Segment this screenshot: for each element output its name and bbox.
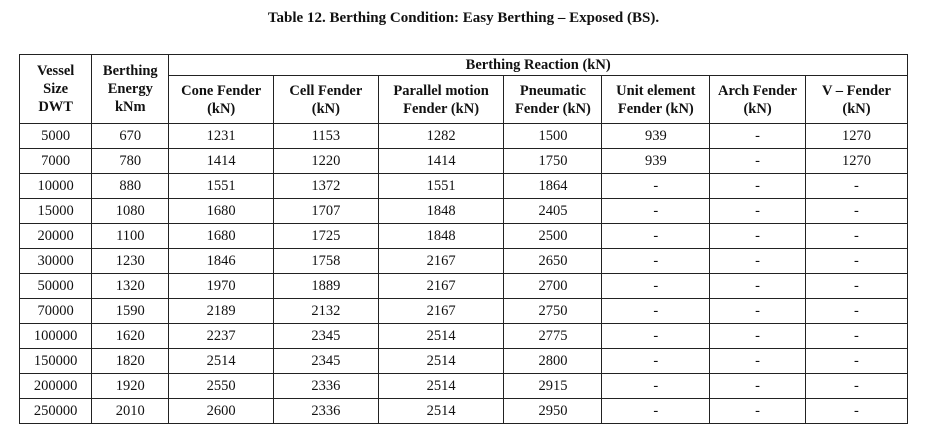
cell-unit-element-fender: 939 [602, 149, 710, 174]
cell-v-fender: - [805, 324, 907, 349]
cell-unit-element-fender: - [602, 174, 710, 199]
cell-unit-element-fender: - [602, 249, 710, 274]
table-row [20, 124, 908, 149]
cell-parallel-motion-fender: 1282 [378, 124, 504, 149]
cell-vessel-size: 70000 [20, 299, 92, 324]
table-row [20, 174, 908, 199]
cell-parallel-motion-fender: 1848 [378, 199, 504, 224]
cell-vessel-size: 20000 [20, 224, 92, 249]
cell-cell-fender: 1153 [274, 124, 379, 149]
table-row [20, 149, 908, 174]
cell-parallel-motion-fender: 2514 [378, 349, 504, 374]
header-energy-line: Berthing [102, 63, 158, 79]
cell-arch-fender: - [710, 249, 806, 274]
cell-unit-element-fender: - [602, 324, 710, 349]
header-line: Fender (kN) [515, 100, 591, 117]
cell-parallel-motion-fender: 2167 [378, 249, 504, 274]
header-arch-fender [710, 76, 806, 124]
header-energy-line: Energy [107, 81, 153, 97]
cell-parallel-motion-fender: 1551 [378, 174, 504, 199]
cell-cone-fender: 2189 [169, 299, 274, 324]
cell-cell-fender: 1220 [274, 149, 379, 174]
cell-v-fender: 1270 [805, 149, 907, 174]
cell-vessel-size: 10000 [20, 174, 92, 199]
cell-arch-fender: - [710, 274, 806, 299]
cell-berthing-energy: 1230 [92, 249, 169, 274]
cell-pneumatic-fender: 2915 [504, 374, 602, 399]
table-row [20, 224, 908, 249]
cell-cone-fender: 2514 [169, 349, 274, 374]
header-vessel-size [20, 55, 92, 124]
cell-pneumatic-fender: 2750 [504, 299, 602, 324]
cell-berthing-energy: 1320 [92, 274, 169, 299]
header-v-fender [805, 76, 907, 124]
header-line: Pneumatic [519, 82, 586, 99]
cell-vessel-size: 250000 [20, 399, 92, 424]
cell-berthing-energy: 1080 [92, 199, 169, 224]
cell-berthing-energy: 780 [92, 149, 169, 174]
cell-v-fender: - [805, 299, 907, 324]
cell-vessel-size: 15000 [20, 199, 92, 224]
header-cell-fender [274, 76, 379, 124]
header-line: Cell Fender [289, 82, 363, 99]
cell-pneumatic-fender: 2405 [504, 199, 602, 224]
header-vessel-line: Size [43, 81, 69, 97]
cell-v-fender: - [805, 274, 907, 299]
header-pneumatic-fender [504, 76, 602, 124]
cell-arch-fender: - [710, 399, 806, 424]
cell-cell-fender: 2132 [274, 299, 379, 324]
cell-berthing-energy: 880 [92, 174, 169, 199]
cell-v-fender: 1270 [805, 124, 907, 149]
cell-cell-fender: 1372 [274, 174, 379, 199]
table-row [20, 274, 908, 299]
cell-cone-fender: 2550 [169, 374, 274, 399]
header-line: (kN) [207, 100, 236, 117]
cell-unit-element-fender: - [602, 399, 710, 424]
cell-pneumatic-fender: 2500 [504, 224, 602, 249]
cell-unit-element-fender: - [602, 374, 710, 399]
cell-v-fender: - [805, 349, 907, 374]
cell-pneumatic-fender: 1500 [504, 124, 602, 149]
cell-parallel-motion-fender: 2514 [378, 324, 504, 349]
header-unit-element-fender [602, 76, 710, 124]
cell-cell-fender: 1889 [274, 274, 379, 299]
cell-cell-fender: 1707 [274, 199, 379, 224]
cell-vessel-size: 200000 [20, 374, 92, 399]
cell-parallel-motion-fender: 2167 [378, 274, 504, 299]
header-line: Fender (kN) [617, 100, 694, 117]
header-energy-line: kNm [114, 99, 146, 115]
cell-parallel-motion-fender: 2514 [378, 399, 504, 424]
cell-cone-fender: 1414 [169, 149, 274, 174]
cell-arch-fender: - [710, 349, 806, 374]
cell-v-fender: - [805, 199, 907, 224]
cell-v-fender: - [805, 224, 907, 249]
header-cone-fender [169, 76, 274, 124]
header-line: Parallel motion [393, 82, 489, 99]
cell-berthing-energy: 1100 [92, 224, 169, 249]
cell-unit-element-fender: - [602, 224, 710, 249]
cell-v-fender: - [805, 174, 907, 199]
cell-cell-fender: 1758 [274, 249, 379, 274]
cell-arch-fender: - [710, 124, 806, 149]
cell-unit-element-fender: - [602, 349, 710, 374]
cell-vessel-size: 50000 [20, 274, 92, 299]
header-line: (kN) [311, 100, 340, 117]
cell-pneumatic-fender: 2950 [504, 399, 602, 424]
cell-pneumatic-fender: 1864 [504, 174, 602, 199]
cell-vessel-size: 100000 [20, 324, 92, 349]
table-row [20, 299, 908, 324]
table-row [20, 349, 908, 374]
cell-unit-element-fender: - [602, 274, 710, 299]
cell-parallel-motion-fender: 1414 [378, 149, 504, 174]
cell-vessel-size: 7000 [20, 149, 92, 174]
header-line: Arch Fender [718, 82, 798, 99]
cell-cell-fender: 1725 [274, 224, 379, 249]
table-row [20, 249, 908, 274]
cell-v-fender: - [805, 249, 907, 274]
cell-cone-fender: 1680 [169, 224, 274, 249]
cell-berthing-energy: 1820 [92, 349, 169, 374]
cell-pneumatic-fender: 2700 [504, 274, 602, 299]
cell-arch-fender: - [710, 149, 806, 174]
header-line: V – Fender [821, 82, 891, 99]
cell-vessel-size: 30000 [20, 249, 92, 274]
cell-pneumatic-fender: 2800 [504, 349, 602, 374]
header-line: Unit element [616, 82, 696, 99]
table-body [20, 124, 908, 424]
berthing-reaction-table [19, 54, 908, 424]
cell-berthing-energy: 1920 [92, 374, 169, 399]
table-caption: Table 12. Berthing Condition: Easy Berthing – Exposed (BS). [267, 10, 660, 26]
cell-berthing-energy: 1590 [92, 299, 169, 324]
cell-parallel-motion-fender: 2514 [378, 374, 504, 399]
cell-cone-fender: 1551 [169, 174, 274, 199]
cell-berthing-energy: 2010 [92, 399, 169, 424]
table-row [20, 374, 908, 399]
cell-v-fender: - [805, 374, 907, 399]
cell-cone-fender: 1846 [169, 249, 274, 274]
header-line: (kN) [743, 100, 772, 117]
cell-pneumatic-fender: 2775 [504, 324, 602, 349]
cell-cone-fender: 2237 [169, 324, 274, 349]
header-line: Fender (kN) [403, 100, 480, 117]
cell-unit-element-fender: - [602, 299, 710, 324]
table-row [20, 199, 908, 224]
cell-arch-fender: - [710, 174, 806, 199]
cell-vessel-size: 150000 [20, 349, 92, 374]
cell-berthing-energy: 1620 [92, 324, 169, 349]
table-row [20, 399, 908, 424]
cell-unit-element-fender: - [602, 199, 710, 224]
cell-parallel-motion-fender: 1848 [378, 224, 504, 249]
header-vessel-line: DWT [38, 99, 73, 115]
cell-v-fender: - [805, 399, 907, 424]
cell-cell-fender: 2345 [274, 324, 379, 349]
cell-parallel-motion-fender: 2167 [378, 299, 504, 324]
header-line: Cone Fender [181, 82, 262, 99]
cell-arch-fender: - [710, 224, 806, 249]
cell-arch-fender: - [710, 374, 806, 399]
header-vessel-line: Vessel [36, 63, 75, 79]
cell-unit-element-fender: 939 [602, 124, 710, 149]
cell-arch-fender: - [710, 199, 806, 224]
cell-cell-fender: 2336 [274, 374, 379, 399]
header-berthing-energy [92, 55, 169, 124]
cell-cell-fender: 2336 [274, 399, 379, 424]
cell-cone-fender: 1970 [169, 274, 274, 299]
cell-cone-fender: 1231 [169, 124, 274, 149]
header-line: (kN) [842, 100, 871, 117]
cell-cell-fender: 2345 [274, 349, 379, 374]
cell-pneumatic-fender: 1750 [504, 149, 602, 174]
header-berthing-reaction-group: Berthing Reaction (kN) [169, 55, 908, 76]
table-row [20, 324, 908, 349]
header-parallel-motion-fender [378, 76, 504, 124]
cell-berthing-energy: 670 [92, 124, 169, 149]
cell-cone-fender: 2600 [169, 399, 274, 424]
cell-cone-fender: 1680 [169, 199, 274, 224]
cell-pneumatic-fender: 2650 [504, 249, 602, 274]
cell-vessel-size: 5000 [20, 124, 92, 149]
cell-arch-fender: - [710, 324, 806, 349]
cell-arch-fender: - [710, 299, 806, 324]
